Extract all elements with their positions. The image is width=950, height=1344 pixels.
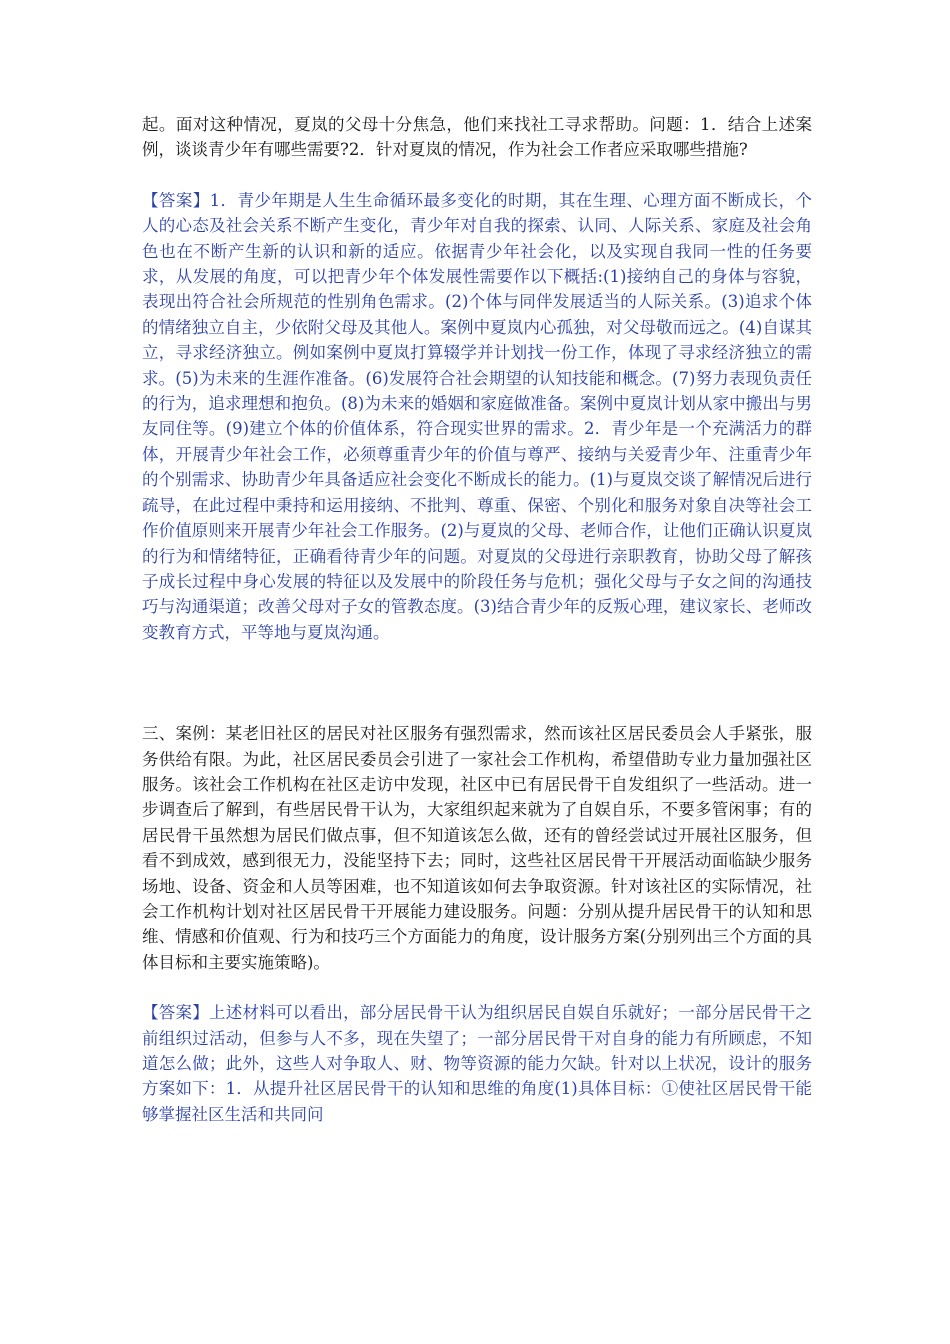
case-question-text: 起。面对这种情况，夏岚的父母十分焦急，他们来找社工寻求帮助。问题：1．结合上述案例，谈谈青少年有哪些需要?2．针对夏岚的情况，作为社会工作者应采取哪些措施?	[142, 115, 812, 160]
paragraph-spacer	[142, 163, 812, 188]
case-three-question-text: 三、案例：某老旧社区的居民对社区服务有强烈需求，然而该社区居民委员会人手紧张，服务供给有限。为此，社区居民委员会引进了一家社会工作机构，希望借助专业力量加强社区服务。该社会工作机构在社区走访中发现，社区中已有居民骨干自发组织了一些活动。进一步调查后了解到，有些居民骨干认为，大家组织起来就为了自娱自乐，不要多管闲事；有的居民骨干虽然想为居民们做点事，但不知道该怎么做，还有的曾经尝试过开展社区服务，但看不到成效，感到很无力，没能坚持下去；同时，这些社区居民骨干开展活动面临缺少服务场地、设备、资金和人员等困难，也不知道该如何去争取资源。针对该社区的实际情况，社会工作机构计划对社区居民骨干开展能力建设服务。问题：分别从提升居民骨干的认知和思维、情感和价值观、行为和技巧三个方面能力的角度，设计服务方案(分别列出三个方面的具体目标和主要实施策略)。	[142, 724, 812, 972]
paragraph-spacer	[142, 975, 812, 1000]
answer-text: 【答案】1．青少年期是人生生命循环最多变化的时期，其在生理、心理方面不断成长，个人的心态及社会关系不断产生变化，青少年对自我的探索、认同、人际关系、家庭及社会角色也在不断产生新的认识和新的适应。依据青少年社会化，以及实现自我同一性的任务要求，从发展的角度，可以把青少年个体发展性需要作以下概括:(1)接纳自己的身体与容貌，表现出符合社会所规范的性别角色需求。(2)个体与同伴发展适当的人际关系。(3)追求个体的情绪独立自主，少依附父母及其他人。案例中夏岚内心孤独，对父母敬而远之。(4)自谋其立，寻求经济独立。例如案例中夏岚打算辍学并计划找一份工作，体现了寻求经济独立的需求。(5)为未来的生涯作准备。(6)发展符合社会期望的认知技能和概念。(7)努力表现负责任的行为，追求理想和抱负。(8)为未来的婚姻和家庭做准备。案例中夏岚计划从家中搬出与男友同住等。(9)建立个体的价值体系，符合现实世界的需求。2．青少年是一个充满活力的群体，开展青少年社会工作，必须尊重青少年的价值与尊严、接纳与关爱青少年、注重青少年的个别需求、协助青少年具备适应社会变化不断成长的能力。(1)与夏岚交谈了解情况后进行疏导，在此过程中秉持和运用接纳、不批判、尊重、保密、个别化和服务对象自决等社会工作价值原则来开展青少年社会工作服务。(2)与夏岚的父母、老师合作，让他们正确认识夏岚的行为和情绪特征，正确看待青少年的问题。对夏岚的父母进行亲职教育，协助父母了解孩子成长过程中身心发展的特征以及发展中的阶段任务与危机；强化父母与子女之间的沟通技巧与沟通渠道；改善父母对子女的管教态度。(3)结合青少年的反叛心理，建议家长、老师改变教育方式，平等地与夏岚沟通。	[142, 190, 812, 642]
section-spacer	[142, 645, 812, 721]
case-three-answer-text: 【答案】上述材料可以看出，部分居民骨干认为组织居民自娱自乐就好；一部分居民骨干之前组织过活动，但参与人不多，现在失望了；一部分居民骨干对自身的能力有所顾虑，不知道怎么做；此外，这些人对争取人、财、物等资源的能力欠缺。针对以上状况，设计的服务方案如下：1．从提升社区居民骨干的认知和思维的角度(1)具体目标：①使社区居民骨干能够掌握社区生活和共同问	[142, 1003, 812, 1124]
document-body	[142, 112, 812, 1127]
